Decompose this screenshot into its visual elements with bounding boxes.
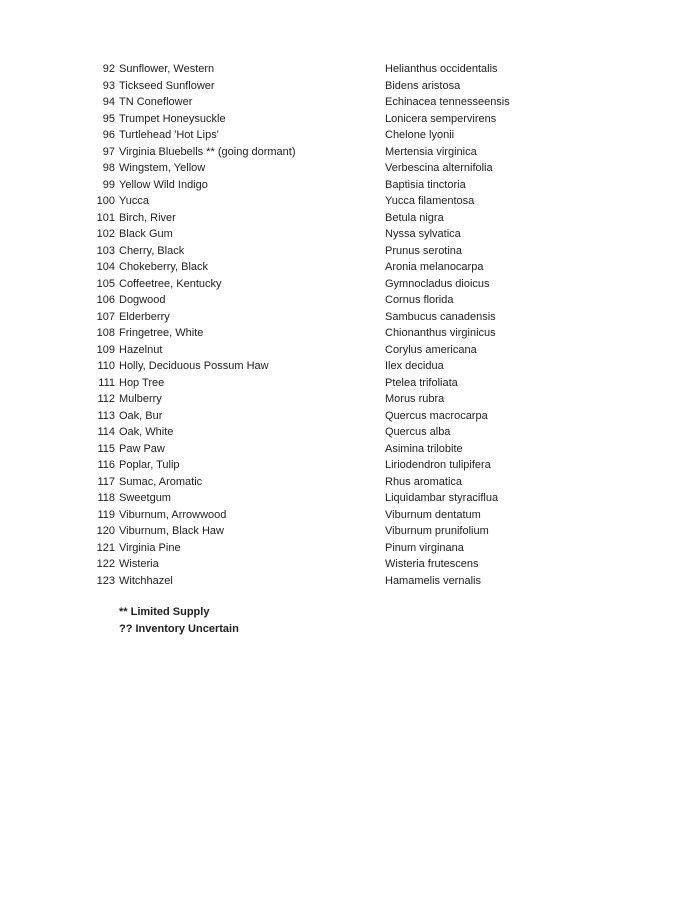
row-number: 114 (97, 426, 115, 438)
common-name: Black Gum (119, 228, 173, 240)
table-row (0, 474, 695, 491)
row-number: 115 (97, 442, 115, 455)
scientific-name: Viburnum dentatum (385, 508, 481, 521)
scientific-name: Gymnocladus dioicus (385, 277, 490, 290)
common-name: Paw Paw (119, 442, 165, 455)
table-row (0, 292, 695, 309)
scientific-name: Chionanthus virginicus (385, 327, 496, 339)
table-row (0, 342, 695, 359)
common-name: Witchhazel (119, 574, 173, 587)
table-row (0, 193, 695, 210)
common-name: Sumac, Aromatic (119, 475, 203, 488)
table-row (0, 391, 695, 408)
common-name: TN Coneflower (119, 96, 193, 108)
common-name: Hazelnut (119, 343, 163, 356)
table-row (0, 127, 695, 144)
scientific-name: Echinacea tennesseensis (385, 96, 510, 108)
common-name: Dogwood (119, 294, 166, 306)
common-name: Viburnum, Black Haw (119, 525, 224, 537)
common-name: Holly, Deciduous Possum Haw (119, 360, 269, 372)
table-row (0, 259, 695, 276)
row-number: 118 (97, 492, 115, 504)
scientific-name: Corylus americana (385, 343, 477, 356)
row-number: 100 (96, 195, 115, 207)
scientific-name: Asimina trilobite (385, 442, 463, 455)
row-number: 116 (97, 459, 115, 471)
table-row (0, 177, 695, 194)
row-number: 101 (96, 211, 115, 224)
table-row (0, 408, 695, 425)
scientific-name: Liriodendron tulipifera (385, 459, 491, 471)
row-number: 102 (96, 228, 115, 240)
row-number: 109 (96, 343, 115, 356)
common-name: Wisteria (119, 558, 159, 570)
table-row (0, 144, 695, 161)
scientific-name: Rhus aromatica (385, 475, 463, 488)
scientific-name: Ilex decidua (385, 360, 444, 372)
common-name: Tickseed Sunflower (119, 79, 215, 92)
row-number: 96 (102, 129, 115, 141)
table-row (0, 556, 695, 573)
scientific-name: Liquidambar styraciflua (385, 492, 499, 504)
table-row (0, 358, 695, 375)
table-row (0, 160, 695, 177)
common-name: Birch, River (119, 211, 176, 224)
row-number: 94 (102, 96, 115, 108)
common-name: Yucca (119, 195, 149, 207)
table-row (0, 243, 695, 260)
scientific-name: Hamamelis vernalis (385, 574, 481, 587)
table-row (0, 78, 695, 95)
common-name: Oak, Bur (119, 409, 163, 422)
common-name: Viburnum, Arrowwood (119, 508, 227, 521)
common-name: Sunflower, Western (119, 63, 215, 75)
scientific-name: Viburnum prunifolium (385, 525, 489, 537)
row-number: 104 (96, 261, 115, 273)
scientific-name: Verbescina alternifolia (385, 162, 493, 174)
row-number: 111 (98, 376, 115, 389)
row-number: 119 (97, 508, 115, 521)
scientific-name: Helianthus occidentalis (385, 63, 498, 75)
scientific-name: Nyssa sylvatica (385, 228, 461, 240)
table-row (0, 573, 695, 590)
common-name: Chokeberry, Black (119, 261, 209, 273)
table-row (0, 94, 695, 111)
table-row (0, 61, 695, 78)
table-row (0, 507, 695, 524)
row-number: 105 (96, 277, 115, 290)
table-row (0, 276, 695, 293)
row-number: 117 (97, 475, 115, 488)
row-number: 108 (96, 327, 115, 339)
scientific-name: Betula nigra (385, 211, 444, 224)
common-name: Oak, White (119, 426, 174, 438)
common-name: Cherry, Black (119, 244, 185, 257)
row-number: 123 (96, 574, 115, 587)
row-number: 113 (97, 409, 115, 422)
row-number: 93 (102, 79, 115, 92)
table-row (0, 309, 695, 326)
scientific-name: Quercus alba (385, 426, 451, 438)
table-row (0, 540, 695, 557)
table-row (0, 441, 695, 458)
row-number: 122 (96, 558, 115, 570)
scientific-name: Morus rubra (385, 393, 445, 405)
common-name: Trumpet Honeysuckle (119, 112, 226, 125)
row-number: 112 (97, 393, 115, 405)
scientific-name: Pinum virginana (385, 541, 464, 554)
row-number: 92 (102, 63, 115, 75)
scientific-name: Prunus serotina (385, 244, 463, 257)
footnotes (119, 604, 239, 637)
table-row (0, 424, 695, 441)
row-number: 121 (96, 541, 115, 554)
common-name: Virginia Pine (119, 541, 181, 554)
scientific-name: Cornus florida (385, 294, 454, 306)
common-name: Coffeetree, Kentucky (119, 277, 222, 290)
table-row (0, 457, 695, 474)
plant-list (0, 61, 695, 589)
scientific-name: Bidens aristosa (385, 79, 461, 92)
scientific-name: Chelone lyonii (385, 129, 455, 141)
scientific-name: Aronia melanocarpa (385, 261, 484, 273)
table-row (0, 523, 695, 540)
scientific-name: Baptisia tinctoria (385, 178, 466, 191)
common-name: Turtlehead 'Hot Lips' (119, 129, 219, 141)
common-name: Mulberry (119, 393, 162, 405)
row-number: 95 (102, 112, 115, 125)
common-name: Hop Tree (119, 376, 165, 389)
scientific-name: Ptelea trifoliata (385, 376, 458, 389)
table-row (0, 210, 695, 227)
common-name: Elderberry (119, 310, 170, 323)
scientific-name: Yucca filamentosa (385, 195, 475, 207)
row-number: 103 (96, 244, 115, 257)
common-name: Fringetree, White (119, 327, 204, 339)
row-number: 106 (96, 294, 115, 306)
common-name: Wingstem, Yellow (119, 162, 206, 174)
row-number: 98 (102, 162, 115, 174)
table-row (0, 226, 695, 243)
common-name: Poplar, Tulip (119, 459, 180, 471)
scientific-name: Sambucus canadensis (385, 310, 496, 323)
scientific-name: Quercus macrocarpa (385, 409, 488, 422)
scientific-name: Lonicera sempervirens (385, 112, 497, 125)
table-row (0, 111, 695, 128)
scientific-name: Wisteria frutescens (385, 558, 479, 570)
table-row (0, 325, 695, 342)
table-row (0, 490, 695, 507)
scientific-name: Mertensia virginica (385, 145, 477, 158)
table-row (0, 375, 695, 392)
row-number: 107 (96, 310, 115, 323)
common-name: Virginia Bluebells ** (going dormant) (119, 145, 296, 158)
row-number: 99 (102, 178, 115, 191)
note-limited-supply: ** Limited Supply (119, 606, 210, 618)
common-name: Sweetgum (119, 492, 171, 504)
row-number: 110 (97, 360, 115, 372)
row-number: 120 (96, 525, 115, 537)
row-number: 97 (102, 145, 115, 158)
common-name: Yellow Wild Indigo (119, 178, 208, 191)
note-inventory-uncertain: ?? Inventory Uncertain (119, 622, 239, 635)
